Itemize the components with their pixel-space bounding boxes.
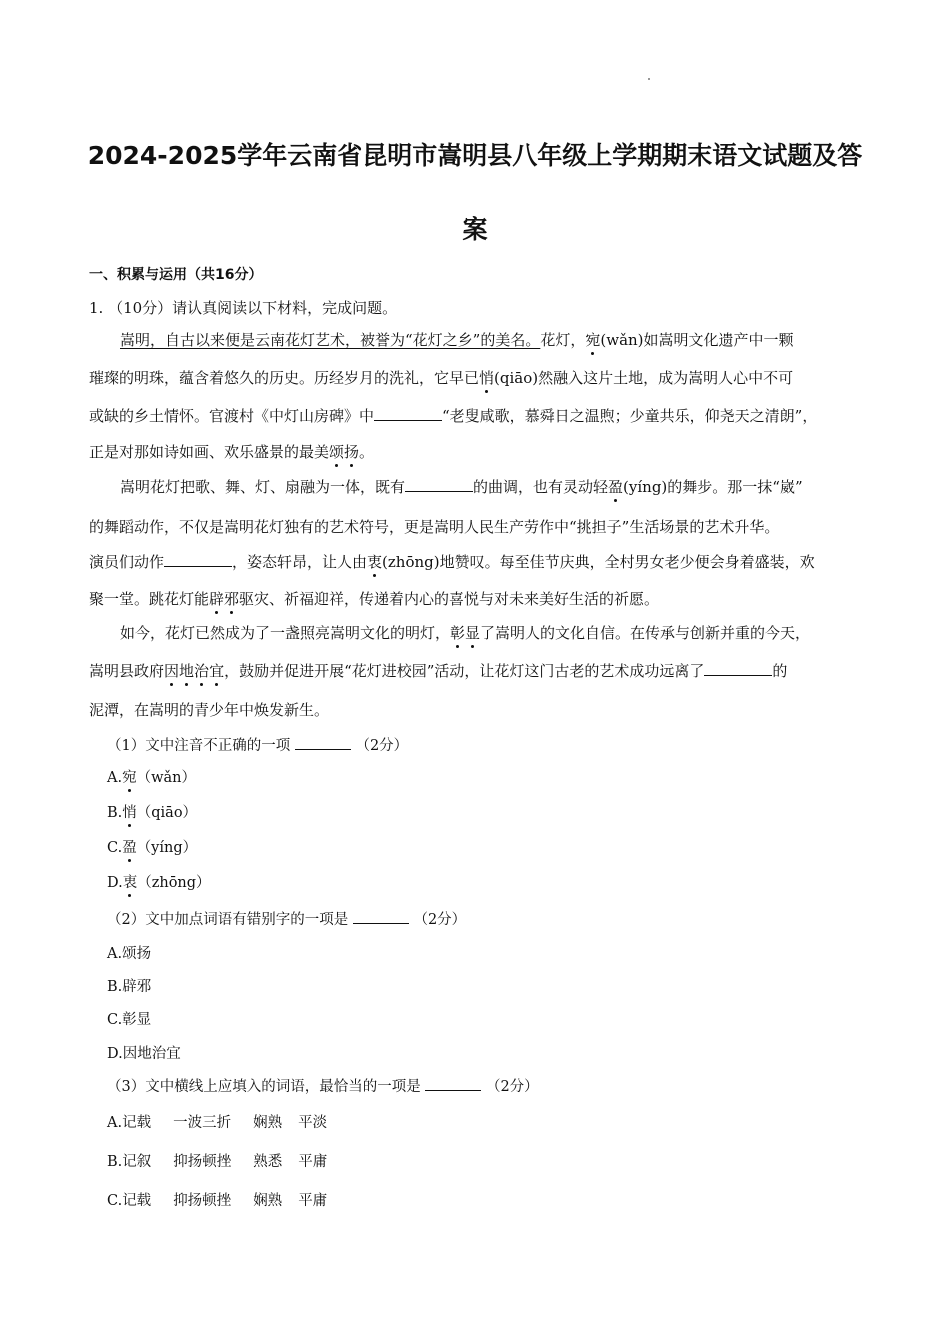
answer-blank-1[interactable] xyxy=(295,735,351,750)
dotted-char: 扬 xyxy=(344,443,360,461)
answer-blank-3[interactable] xyxy=(425,1076,481,1091)
answer-blank-2[interactable] xyxy=(353,909,409,924)
dotted-char: 悄 xyxy=(479,369,495,387)
subquestion-2: （2）文中加点词语有错别字的一项是 （2分） xyxy=(107,908,466,929)
sub1-option-b[interactable]: B.悄（qiāo） xyxy=(107,805,198,821)
passage-p2-line-3: 演员们动作 ，姿态轩昂，让人由衷(zhōng)地赞叹。每至佳节庆典，全村男女老少便会身着盛装，欢 xyxy=(89,553,815,571)
underlined-sentence: 嵩明，自古以来便是云南花灯艺术，被誉为“花灯之乡”的美名。 xyxy=(120,331,541,349)
section-heading: 一、积累与运用（共16分） xyxy=(89,267,263,283)
dotted-char: 邪 xyxy=(224,590,240,608)
passage-p2-line-4: 聚一堂。跳花灯能辟邪驱灾、祈福迎祥，传递着内心的喜悦与对未来美好生活的祈愿。 xyxy=(89,590,660,608)
fill-blank-1[interactable] xyxy=(374,406,442,421)
dotted-char: 治 xyxy=(194,662,210,680)
sub3-option-a[interactable]: A.记载 一波三折 娴熟 平淡 xyxy=(107,1115,328,1131)
fill-blank-2[interactable] xyxy=(405,477,473,492)
passage-p1-line-1: 嵩明，自古以来便是云南花灯艺术，被誉为“花灯之乡”的美名。花灯，宛(wǎn)如嵩明文化遗产中一颗 xyxy=(120,331,794,349)
fill-blank-4[interactable] xyxy=(704,661,772,676)
passage-p1-line-4: 正是对那如诗如画、欢乐盛景的最美颂扬。 xyxy=(89,443,375,461)
sub1-option-c[interactable]: C.盈（yíng） xyxy=(107,840,198,856)
dotted-char: 宜 xyxy=(209,662,225,680)
dotted-char: 彰 xyxy=(450,624,466,642)
dotted-char: 地 xyxy=(179,662,195,680)
sub1-option-a[interactable]: A.宛（wǎn） xyxy=(107,770,196,786)
sub2-option-b[interactable]: B.辟邪 xyxy=(107,979,152,995)
passage-p1-line-3: 或缺的乡土情怀。官渡村《中灯山房碑》中 “老叟咸歌，慕舜日之温煦；少童共乐，仰尧天之清朗”， xyxy=(89,407,818,425)
dotted-char: 盈 xyxy=(608,478,624,496)
passage-p2-line-1: 嵩明花灯把歌、舞、灯、扇融为一体，既有 的曲调，也有灵动轻盈(yíng)的舞步。那一抹“崴” xyxy=(120,478,803,496)
sub2-option-a[interactable]: A.颂扬 xyxy=(107,946,152,962)
dotted-char: 显 xyxy=(465,624,481,642)
dotted-char: 宛 xyxy=(585,331,601,349)
subquestion-1: （1）文中注音不正确的一项 （2分） xyxy=(107,734,408,755)
page-title-line-1: 2024-2025学年云南省昆明市嵩明县八年级上学期期末语文试题及答 xyxy=(87,141,863,170)
question-1-prompt: 1. （10分）请认真阅读以下材料，完成问题。 xyxy=(89,299,398,317)
sub3-option-b[interactable]: B.记叙 抑扬顿挫 熟悉 平庸 xyxy=(107,1154,328,1170)
sub1-option-d[interactable]: D.衷（zhōng） xyxy=(107,875,211,891)
sub3-option-c[interactable]: C.记载 抑扬顿挫 娴熟 平庸 xyxy=(107,1193,328,1209)
passage-p3-line-3: 泥潭，在嵩明的青少年中焕发新生。 xyxy=(89,701,330,719)
passage-p3-line-2: 嵩明县政府因地治宜，鼓励并促进开展“花灯进校园”活动，让花灯这门古老的艺术成功远离了 的 xyxy=(89,662,788,680)
dotted-char: 辟 xyxy=(209,590,225,608)
dotted-char: 衷 xyxy=(367,553,383,571)
fill-blank-3[interactable] xyxy=(164,552,232,567)
dotted-char: 颂 xyxy=(329,443,345,461)
subquestion-3: （3）文中横线上应填入的词语，最恰当的一项是 （2分） xyxy=(107,1075,539,1096)
sub2-option-c[interactable]: C.彰显 xyxy=(107,1012,152,1028)
passage-p2-line-2: 的舞蹈动作，不仅是嵩明花灯独有的艺术符号，更是嵩明人民生产劳作中“挑担子”生活场景的艺术升华。 xyxy=(89,518,780,536)
sub2-option-d[interactable]: D.因地治宜 xyxy=(107,1046,181,1062)
page-title-line-2: 案 xyxy=(462,215,488,244)
dotted-char: 因 xyxy=(164,662,180,680)
scan-speck xyxy=(648,78,650,80)
passage-p3-line-1: 如今，花灯已然成为了一盏照亮嵩明文化的明灯，彰显了嵩明人的文化自信。在传承与创新并重的今天， xyxy=(120,624,811,642)
passage-p1-line-2: 璀璨的明珠，蕴含着悠久的历史。历经岁月的洗礼，它早已悄(qiāo)然融入这片土地，成为嵩明人心中不可 xyxy=(89,369,794,387)
